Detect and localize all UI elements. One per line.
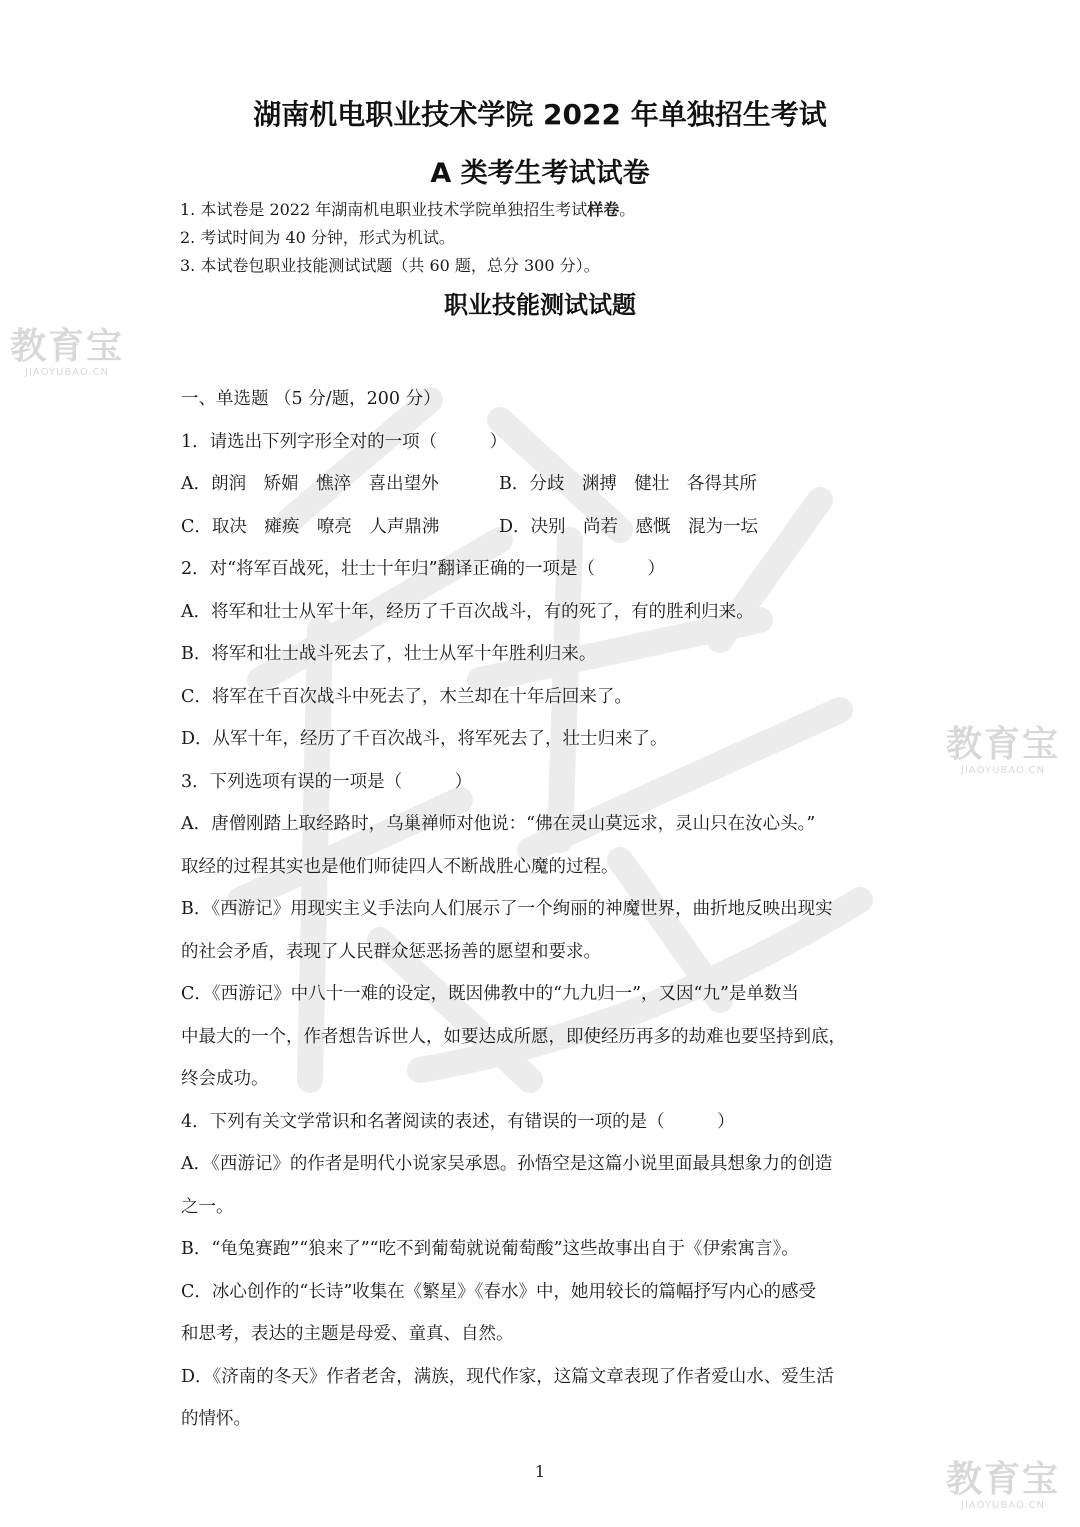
question-stem: 1．请选出下列字形全对的一项（ ） xyxy=(181,431,508,452)
option: A．唐僧刚踏上取经路时，乌巢禅师对他说：“佛在灵山莫远求，灵山只在汝心头。” xyxy=(181,814,816,834)
option-continued: 取经的过程其实也是他们师徒四人不断战胜心魔的过程。 xyxy=(181,856,619,877)
option: C．取决 瘫痪 嘹亮 人声鼎沸 xyxy=(181,516,440,537)
watermark-logo xyxy=(10,327,124,378)
watermark-text: 教育宝 xyxy=(10,326,125,367)
option: D．从军十年，经历了千百次战斗，将军死去了，壮士归来了。 xyxy=(181,729,668,749)
option: B．《西游记》用现实主义手法向人们展示了一个绚丽的神魔世界，曲折地反映出现实 xyxy=(181,899,833,919)
option-continued: 之一。 xyxy=(181,1196,234,1217)
option-row xyxy=(181,463,901,506)
watermark-logo xyxy=(946,725,1060,776)
option-continued: 和思考，表达的主题是母爱、童真、自然。 xyxy=(181,1324,514,1344)
exam-title: 湖南机电职业技术学院 2022 年单独招生考试 xyxy=(253,98,827,131)
option-continued: 终会成功。 xyxy=(181,1069,269,1089)
option-continued: 的情怀。 xyxy=(181,1409,251,1429)
watermark-domain: JIAOYUBAO.CN xyxy=(961,765,1045,776)
option: C．《西游记》中八十一难的设定，既因佛教中的“九九归一”，又因“九”是单数当 xyxy=(181,984,799,1004)
note-item: 1. 本试卷是 2022 年湖南机电职业技术学院单独招生考试样卷。 xyxy=(180,200,636,219)
option: A．《西游记》的作者是明代小说家吴承恩。孙悟空是这篇小说里面最具想象力的创造 xyxy=(181,1154,833,1174)
watermark-text: 教育宝 xyxy=(946,724,1061,765)
question-stem: 4．下列有关文学常识和名著阅读的表述，有错误的一项的是（ ） xyxy=(181,1111,735,1132)
option: C．冰心创作的“长诗”收集在《繁星》《春水》中，她用较长的篇幅抒写内心的感受 xyxy=(181,1281,817,1302)
option: A．朗润 矫媚 憔淬 喜出望外 xyxy=(181,474,439,494)
watermark-text: 教育宝 xyxy=(946,1459,1061,1500)
note-item: 2. 考试时间为 40 分钟，形式为机试。 xyxy=(180,228,455,247)
note-item: 3. 本试卷包职业技能测试试题（共 60 题，总分 300 分）。 xyxy=(180,256,600,275)
option-continued: 中最大的一个，作者想告诉世人，如要达成所愿，即使经历再多的劫难也要坚持到底， xyxy=(181,1026,846,1047)
questions xyxy=(181,378,901,1441)
option: B．将军和壮士战斗死去了，壮士从军十年胜利归来。 xyxy=(181,644,597,664)
option: A．将军和壮士从军十年，经历了千百次战斗，有的死了，有的胜利归来。 xyxy=(181,601,754,622)
part-heading: 一、单选题 （5 分/题，200 分） xyxy=(181,389,441,409)
question-stem: 2．对“将军百战死，壮士十年归”翻译正确的一项是（ ） xyxy=(181,559,666,579)
option: D．决别 尚若 感慨 混为一坛 xyxy=(499,516,759,537)
option: C．将军在千百次战斗中死去了，木兰却在十年后回来了。 xyxy=(181,686,632,707)
exam-subtitle: A 类考生考试试卷 xyxy=(430,158,650,189)
exam-notes xyxy=(180,196,635,280)
page-number: 1 xyxy=(534,1462,546,1481)
option: D．《济南的冬天》作者老舍，满族，现代作家，这篇文章表现了作者爱山水、爱生活 xyxy=(181,1366,834,1387)
option: B．“龟兔赛跑”“狼来了”“吃不到葡萄就说葡萄酸”这些故事出自于《伊索寓言》。 xyxy=(181,1239,799,1259)
option: B．分歧 渊搏 健壮 各得其所 xyxy=(499,474,757,494)
watermark-domain: JIAOYUBAO.CN xyxy=(25,367,109,378)
option-row xyxy=(181,506,901,549)
section-title: 职业技能测试试题 xyxy=(444,291,636,319)
option-continued: 的社会矛盾，表现了人民群众惩恶扬善的愿望和要求。 xyxy=(181,941,601,962)
watermark-domain: JIAOYUBAO.CN xyxy=(961,1500,1045,1511)
question-stem: 3．下列选项有误的一项是（ ） xyxy=(181,771,473,792)
